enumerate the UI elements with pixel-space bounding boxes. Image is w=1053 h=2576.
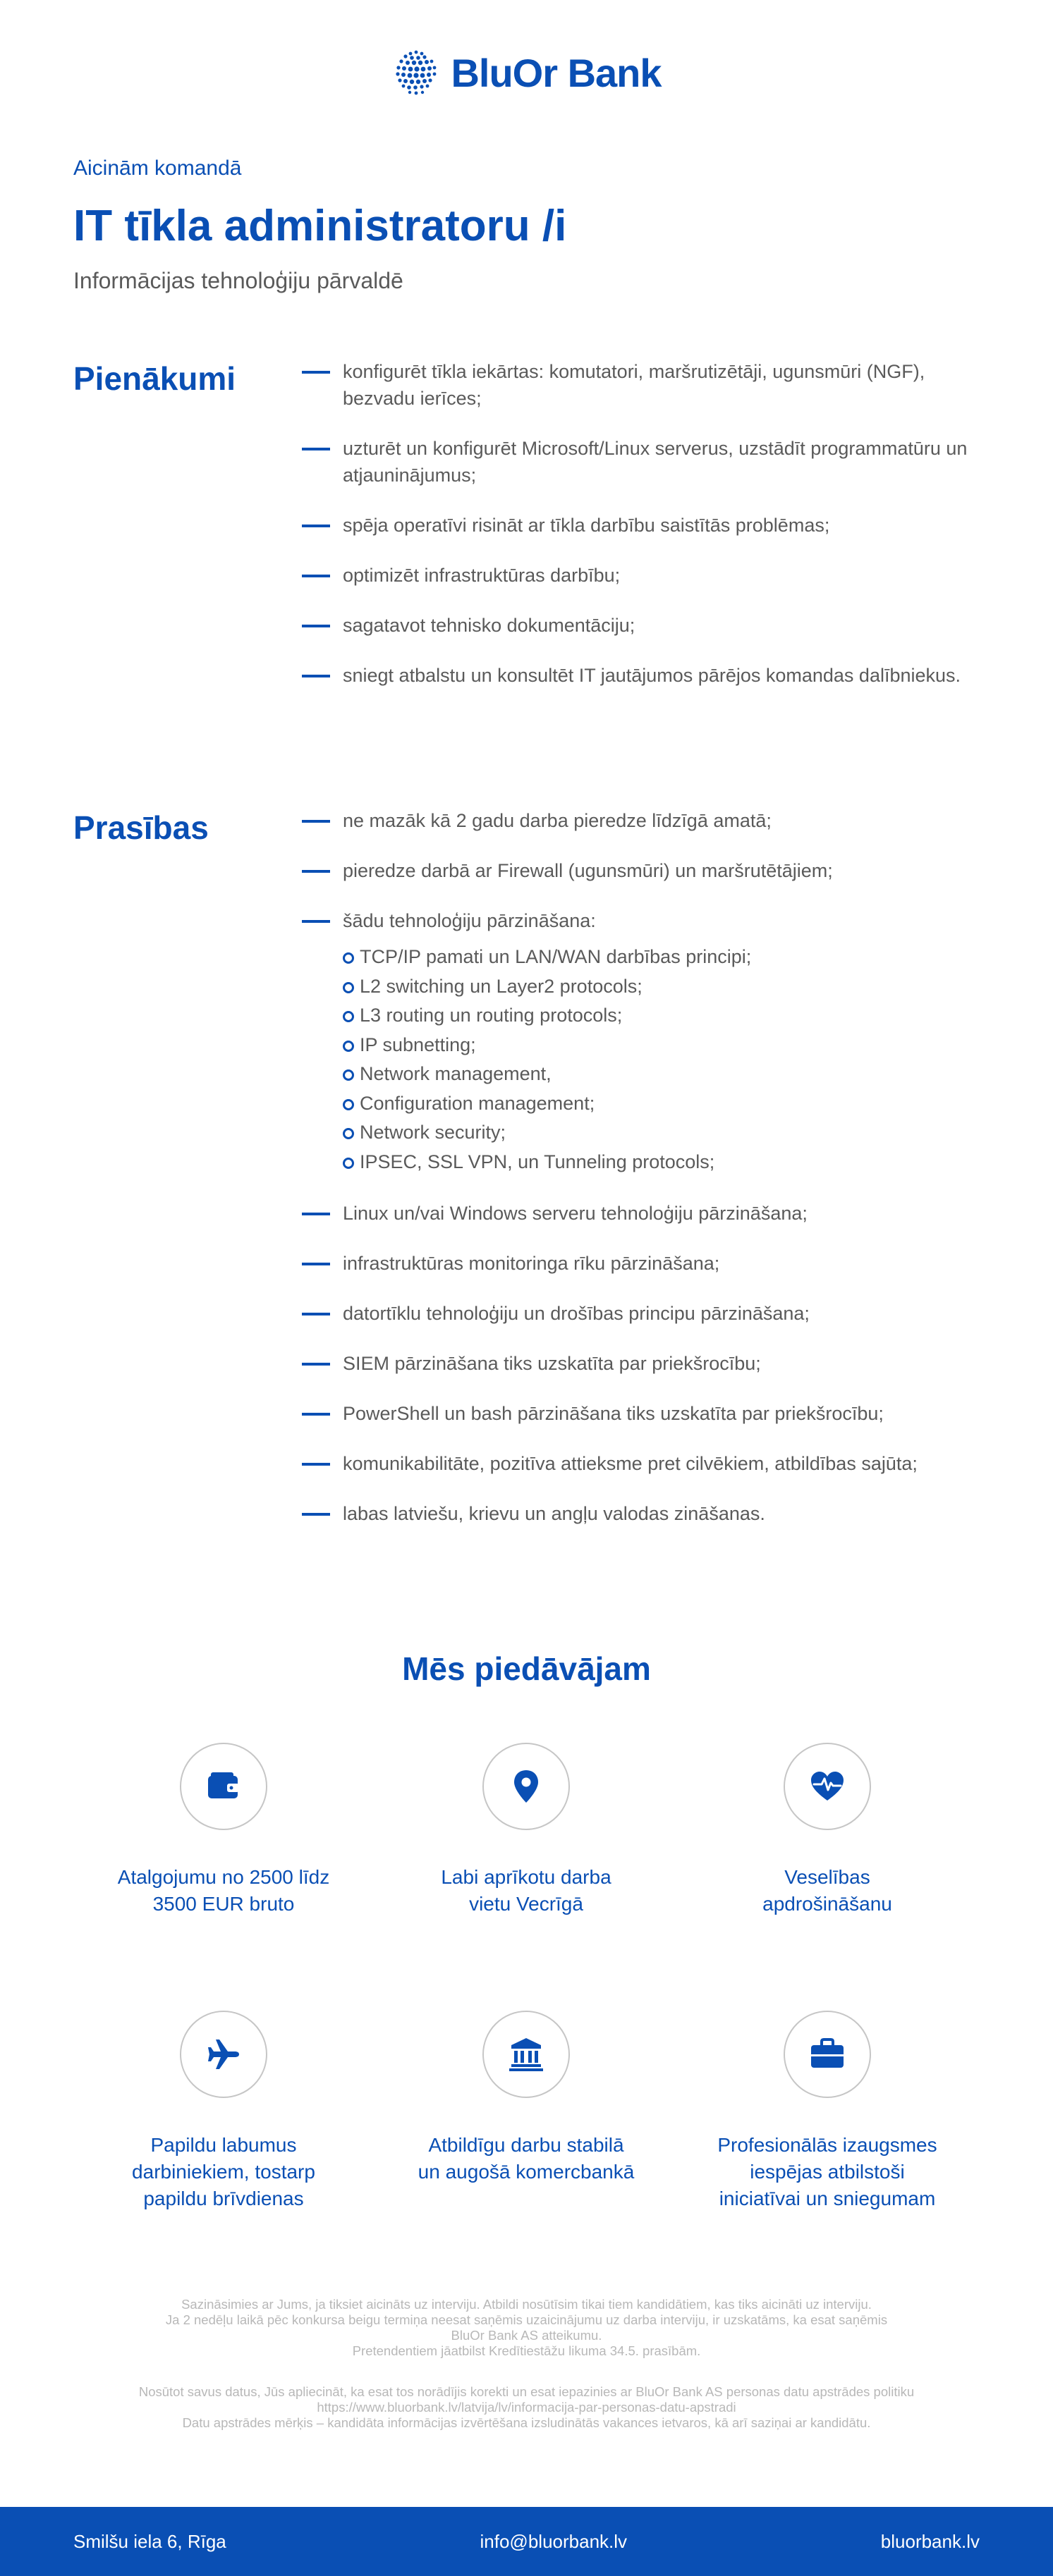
benefit-extras	[83, 2011, 365, 2212]
requirement-item: ne mazāk kā 2 gadu darba pieredze līdzīgā amatā;	[302, 807, 979, 834]
tech-item: Configuration management;	[343, 1089, 979, 1119]
footer-address: Smilšu iela 6, Rīga	[73, 2530, 226, 2552]
tech-item: Network management,	[343, 1060, 979, 1089]
benefit-health	[686, 1743, 968, 1918]
requirement-item: labas latviešu, krievu un angļu valodas zināšanas.	[302, 1500, 979, 1527]
requirement-item: pieredze darbā ar Firewall (ugunsmūri) un maršrutētājiem;	[302, 857, 979, 884]
benefit-label: Atbildīgu darbu stabilā un augošā komercbankā	[418, 2134, 635, 2183]
tech-sublist	[343, 943, 979, 1177]
benefit-salary	[83, 1743, 365, 1918]
duty-item: konfigurēt tīkla iekārtas: komutatori, maršrutizētāji, ugunsmūri (NGF), bezvadu ierīces;	[302, 358, 979, 412]
tech-item: L3 routing un routing protocols;	[343, 1001, 979, 1031]
requirement-item: komunikabilitāte, pozitīva attieksme pret cilvēkiem, atbildības sajūta;	[302, 1450, 979, 1477]
requirement-item: SIEM pārzināšana tiks uzskatīta par priekšrocību;	[302, 1350, 979, 1377]
privacy-policy-link[interactable]: https://www.bluorbank.lv/latvija/lv/informacija-par-personas-datu-apstradi	[317, 2400, 736, 2415]
tech-item: Network security;	[343, 1118, 979, 1148]
duty-item: uzturēt un konfigurēt Microsoft/Linux serverus, uzstādīt programmatūru un atjauninājumus;	[302, 435, 979, 489]
requirement-item: PowerShell un bash pārzināšana tiks uzskatīta par priekšrocību;	[302, 1400, 979, 1427]
briefcase-icon	[808, 2035, 846, 2073]
duty-item: optimizēt infrastruktūras darbību;	[302, 562, 979, 589]
job-title: IT tīkla administratoru /i	[73, 202, 567, 250]
requirements-list	[302, 807, 979, 1550]
notice-line: Ja 2 nedēļu laikā pēc konkursa beigu termiņa neesat saņēmis uzaicinājumu uz darba interviju, ir uzskatāms, ka esat saņēmis	[165, 2312, 888, 2327]
wallet-icon	[205, 1767, 243, 1805]
bank-building-icon	[507, 2035, 545, 2073]
notice-line: Pretendentiem jāatbilst Kredītiestāžu likuma 34.5. prasībām.	[352, 2343, 701, 2358]
footer-website-link[interactable]: bluorbank.lv	[880, 2530, 980, 2552]
department-subtitle: Informācijas tehnoloģiju pārvaldē	[73, 268, 403, 293]
benefit-label: Veselības apdrošināšanu	[762, 1866, 892, 1915]
requirement-item: datortīklu tehnoloģiju un drošības principu pārzināšana;	[302, 1300, 979, 1327]
benefit-label: Papildu labumus darbiniekiem, tostarp papildu brīvdienas	[132, 2134, 315, 2209]
requirement-item	[302, 907, 979, 1177]
requirement-item: Linux un/vai Windows serveru tehnoloģiju pārzināšana;	[302, 1200, 979, 1227]
duty-item: sniegt atbalstu un konsultēt IT jautājumos pārējos komandas dalībniekus.	[302, 662, 979, 689]
duties-heading: Pienākumi	[73, 360, 236, 397]
duty-item: spēja operatīvi risināt ar tīkla darbību saistītās problēmas;	[302, 512, 979, 539]
contact-notice	[0, 2297, 1053, 2359]
brand-name: BluOr Bank	[451, 50, 662, 95]
notice-line: Datu apstrādes mērķis – kandidāta informācijas izvērtēšana izsludinātās vakances ietvaros, kā arī saziņai ar kandidātu.	[182, 2415, 871, 2430]
benefit-label: Profesionālās izaugsmes iespējas atbilstoši iniciatīvai un sniegumam	[717, 2134, 937, 2209]
eyebrow-text: Aicinām komandā	[73, 157, 242, 180]
tech-item: IP subnetting;	[343, 1031, 979, 1060]
tech-item: IPSEC, SSL VPN, un Tunneling protocols;	[343, 1148, 979, 1177]
airplane-icon	[205, 2035, 243, 2073]
notice-line: Nosūtot savus datus, Jūs apliecināt, ka esat tos norādījis korekti un esat iepazinies ar BluOr Bank AS personas datu apstrādes politiku	[138, 2384, 915, 2399]
location-pin-icon	[507, 1767, 545, 1805]
benefit-label: Atalgojumu no 2500 līdz 3500 EUR bruto	[117, 1866, 330, 1915]
benefit-label: Labi aprīkotu darba vietu Vecrīgā	[441, 1866, 611, 1915]
benefit-growth	[686, 2011, 968, 2212]
requirement-item-text: šādu tehnoloģiju pārzināšana:	[343, 910, 596, 931]
bank-logo-icon	[391, 48, 441, 97]
tech-item: TCP/IP pamati un LAN/WAN darbības principi;	[343, 943, 979, 972]
footer-bar	[0, 2507, 1053, 2576]
duties-list	[302, 358, 979, 712]
footer-email-link[interactable]: info@bluorbank.lv	[480, 2530, 628, 2552]
requirement-item: infrastruktūras monitoringa rīku pārzināšana;	[302, 1250, 979, 1277]
notice-line: Sazināsimies ar Jums, ja tiksiet aicināts uz interviju. Atbildi nosūtīsim tikai tiem kandidātiem, kas tiks aicināti uz interviju.	[181, 2297, 872, 2312]
requirements-heading: Prasības	[73, 809, 209, 846]
benefit-workplace	[385, 1743, 667, 1918]
offer-heading: Mēs piedāvājam	[402, 1650, 651, 1687]
benefit-stable-bank	[385, 2011, 667, 2185]
heart-pulse-icon	[808, 1767, 846, 1805]
duty-item: sagatavot tehnisko dokumentāciju;	[302, 612, 979, 639]
notice-line: BluOr Bank AS atteikumu.	[451, 2328, 602, 2343]
tech-item: L2 switching un Layer2 protocols;	[343, 972, 979, 1002]
brand-logo	[0, 41, 1053, 104]
privacy-notice	[0, 2384, 1053, 2431]
